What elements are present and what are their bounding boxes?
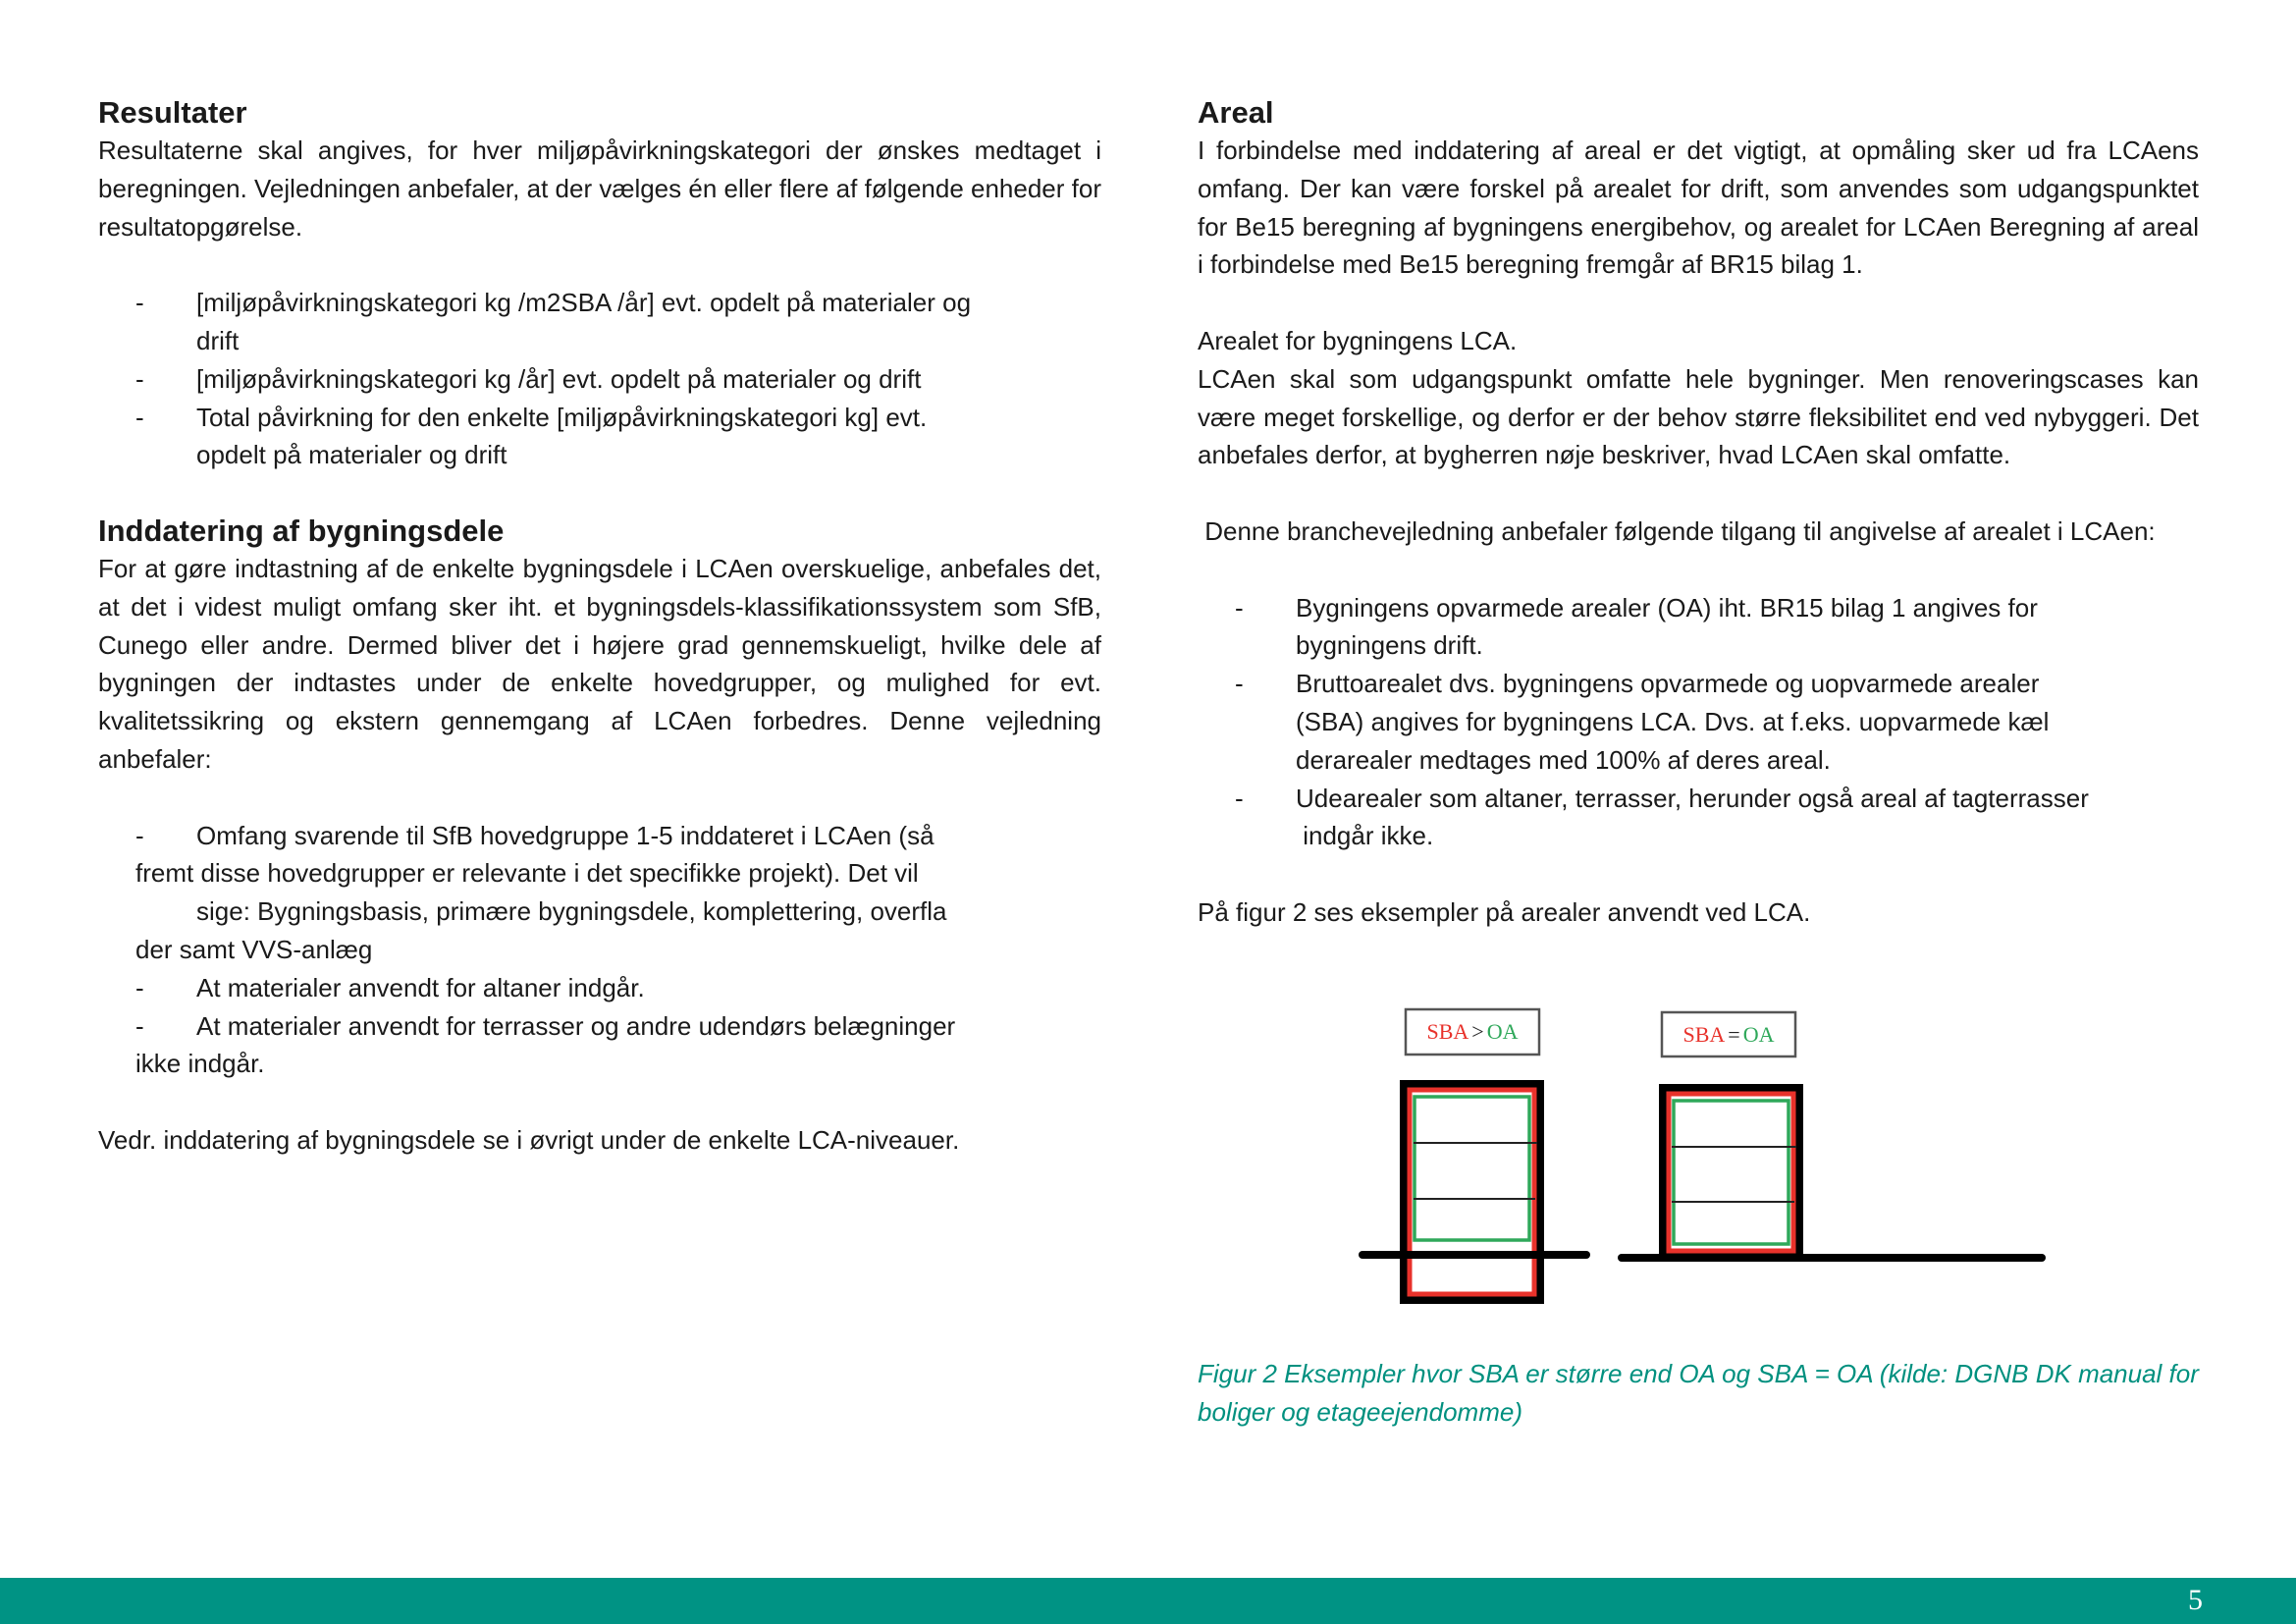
figure-reference: På figur 2 ses eksempler på arealer anvendt ved LCA.: [1198, 896, 1811, 927]
list-line: - At materialer anvendt for altaner indgår.: [135, 972, 645, 1002]
list-item: - Bygningens opvarmede arealer (OA) iht. BR15 bilag 1 angives for bygningens drift.: [1235, 592, 2038, 661]
list-line: ikke indgår.: [135, 1049, 265, 1079]
list-line: der samt VVS-anlæg: [135, 934, 373, 964]
heading-resultater: Resultater: [98, 95, 247, 130]
page-number: 5: [2188, 1584, 2203, 1616]
building-without-basement: [1622, 1088, 2042, 1258]
list-item: - Udearealer som altaner, terrasser, herunder også areal af tagterrasser indgår ikke.: [1235, 783, 2089, 851]
list-line: - At materialer anvendt for terrasser og andre udendørs belægninger: [135, 1010, 956, 1041]
paragraph: For at gøre indtastning af de enkelte bygningsdele i LCAen overskuelige, anbefales det, at det i videst muligt omfang sker iht. et bygningsdels-klassifikationssystem som SfB, Cunego eller andre. Dermed bliver det i højere grad gennemskueligt, hvilke dele af bygningen der indtastes under de enkelte hovedgrupper, og mulighed for evt. kvalitetssikring og ekstern gennemgang af LCAen forbedres. Denne vejledning anbefaler:: [98, 554, 1101, 774]
footer-bar: [0, 1578, 2296, 1624]
list-line: - Omfang svarende til SfB hovedgruppe 1-5 inddateret i LCAen (så: [135, 820, 934, 850]
heading-areal: Areal: [1198, 95, 1274, 130]
list-item: - Bruttoarealet dvs. bygningens opvarmede og uopvarmede arealer (SBA) angives for bygningens LCA. Dvs. at f.eks. uopvarmede kæl derarealer medtages med 100% af deres areal.: [1235, 669, 2050, 775]
paragraph: Denne branchevejledning anbefaler følgende tilgang til angivelse af arealet i LCAen:: [1198, 515, 2156, 546]
figure-caption: Figur 2 Eksempler hvor SBA er større end OA og SBA = OA (kilde: DGNB DK manual for boliger og etageejendomme): [1198, 1359, 2199, 1427]
heading-inddatering: Inddatering af bygningsdele: [98, 514, 505, 548]
label-sba-equals-oa: SBA = OA: [1682, 1022, 1775, 1047]
list-line: fremt disse hovedgrupper er relevante i det specifikke projekt). Det vil: [135, 858, 919, 889]
list-line: sige: Bygningsbasis, primære bygningsdele, komplettering, overfla: [196, 896, 947, 927]
paragraph-title: Arealet for bygningens LCA.: [1198, 325, 1518, 355]
paragraph: I forbindelse med inddatering af areal er det vigtigt, at opmåling sker ud fra LCAens omfang. Der kan være forskel på arealet for drift, som anvendes som udgangspunktet for Be15 beregning af bygningens energibehov, og arealet for LCAen Beregning af areal i forbindelse med Be15 beregning fremgår af BR15 bilag 1.: [1198, 135, 2199, 280]
building-with-basement: [1362, 1084, 1586, 1300]
label-sba-greater-oa: SBA > OA: [1426, 1019, 1519, 1044]
closing-paragraph: Vedr. inddatering af bygningsdele se i øvrigt under de enkelte LCA-niveauer.: [98, 1124, 960, 1155]
list-item: - [miljøpåvirkningskategori kg /m2SBA /år] evt. opdelt på materialer og drift: [135, 288, 972, 355]
paragraph: LCAen skal som udgangspunkt omfatte hele bygninger. Men renoveringscases kan være meget forskellige, og derfor er der behov større fleksibilitet end ved nybyggeri. Det anbefales derfor, at bygherren nøje beskriver, hvad LCAen skal omfatte.: [1198, 363, 2199, 470]
list-item: - [miljøpåvirkningskategori kg /år] evt. opdelt på materialer og drift: [135, 363, 922, 394]
list-item: - Total påvirkning for den enkelte [miljøpåvirkningskategori kg] evt. opdelt på materialer og drift: [135, 402, 928, 470]
paragraph: Resultaterne skal angives, for hver miljøpåvirkningskategori der ønskes medtaget i beregningen. Vejledningen anbefaler, at der vælges én eller flere af følgende enheder for resultatopgørelse.: [98, 135, 1101, 242]
